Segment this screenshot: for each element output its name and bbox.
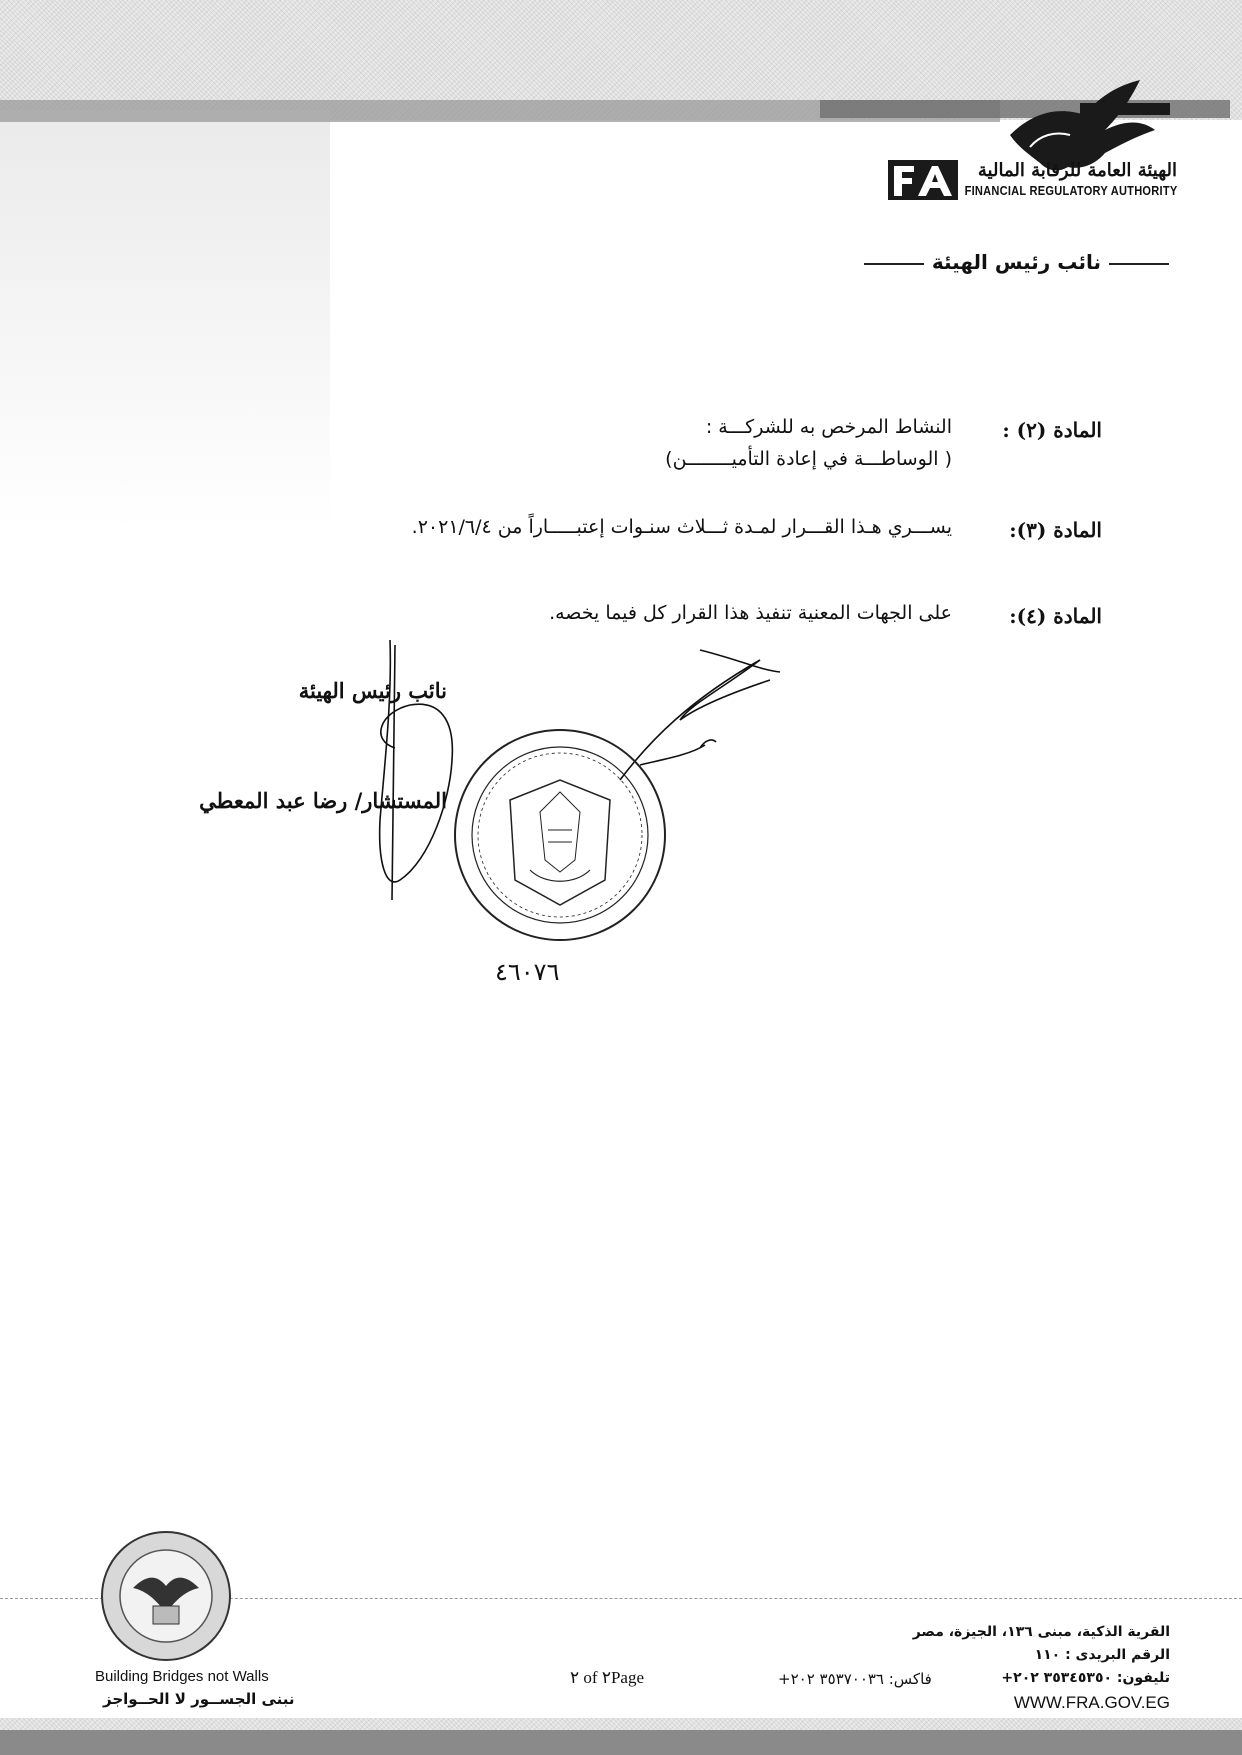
slogan-english: Building Bridges not Walls [95,1668,269,1685]
reference-number: ٤٦٠٧٦ [495,958,560,986]
slogan-arabic: نبنى الجســور لا الحــواجز [103,1690,295,1708]
authority-name-arabic: الهيئة العامة للرقابة المالية [977,160,1177,181]
footer-address-line-2: الرقم البريدى : ١١٠ [1034,1647,1170,1663]
page-number: ٢ of ٢Page [570,1668,644,1687]
handwritten-signature [380,640,780,900]
egypt-seal-icon [98,1528,234,1664]
article-2-line-1: النشاط المرخص به للشركـــة : [705,416,952,438]
article-3-label: المادة (٣): [1009,518,1102,542]
office-title-text: نائب رئيس الهيئة [931,250,1101,274]
signatory-title: نائب رئيس الهيئة [298,678,447,703]
article-4-line-1: على الجهات المعنية تنفيذ هذا القرار كل فيما يخصه. [549,602,952,624]
article-4-label: المادة (٤): [1009,604,1102,628]
article-2-label: المادة (٢) : [1002,418,1102,442]
article-2-line-2: ( الوساطـــة في إعادة التأميــــــــن) [665,448,952,470]
footer-pattern-band [0,1718,1242,1730]
authority-name-english: FINANCIAL REGULATORY AUTHORITY [964,183,1177,198]
footer-website: WWW.FRA.GOV.EG [1013,1693,1170,1712]
signatory-name: المستشار/ رضا عبد المعطي [199,788,447,813]
footer-phone: تليفون: ٣٥٣٤٥٣٥٠ ٢٠٢+ [1001,1670,1170,1686]
footer-address-line-1: القرية الذكية، مبنى ١٣٦، الجيزة، مصر [912,1624,1170,1640]
footer-fax: فاكس: ٣٥٣٧٠٠٣٦ ٢٠٢+ [778,1670,932,1688]
footer-stripe [0,1730,1242,1755]
official-stamp-icon [455,730,665,940]
article-3-line-1: يســـري هـذا القـــرار لمـدة ثـــلاث سنـوات إعتبـــــاراً من ٢٠٢١/٦/٤. [411,516,952,538]
